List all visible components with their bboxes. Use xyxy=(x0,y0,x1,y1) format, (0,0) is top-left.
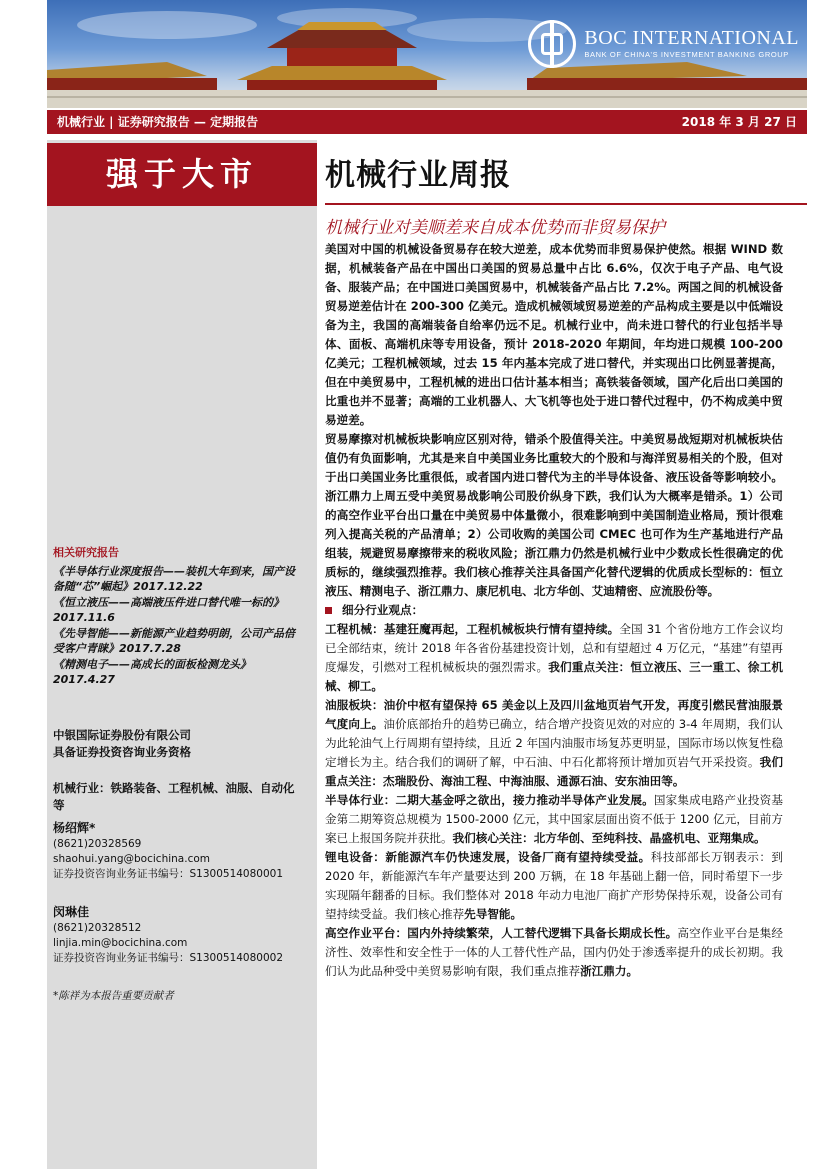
page-title: 机械行业周报 xyxy=(325,158,511,193)
firm-name: 中银国际证券股份有限公司 xyxy=(53,728,191,742)
analyst-email[interactable]: linjia.min@bocichina.com xyxy=(53,937,188,949)
summary-paragraph: 美国对中国的机械设备贸易存在较大逆差，成本优势而非贸易保护使然。根据 WIND 数据，机械装备产品在中国出口美国的贸易总量中占比 6.6%，仅次于电子产品、电气设备、服装产品；在中国进口美国贸易中，机械装备产品占比 7.2%。两国之间的机械设备贸易逆差估计在 200-300 亿美元。造成机械领域贸易逆差的产品构成主要是以中低端设备为主，我国的高端装备自给率仍远不足。机械行业中，尚未进口替代的行业包括半导体、面板、高端机床等专用设备，预计 2018-2020 年期间，年均进口规模 100-200 亿美元；工程机械领域，过去 15 年内基本完成了进口替代，并实现出口比例显著提高，但在中美贸易中，工程机械的进出口估计基本相当；高铁装备领域，国产化后出口美国的比重也并不显著；高端的工业机器人、大飞机等也处于进口替代过程中，仍不构成美中贸易逆差。 xyxy=(325,242,783,427)
section-heading xyxy=(325,601,783,620)
related-report-item: 《先导智能——新能源产业趋势明朗，公司产品倍受客户青睐》2017.7.28 xyxy=(53,626,295,655)
segment-paragraph: 半导体行业：二期大基金呼之欲出，接力推动半导体产业发展。国家集成电路产业投资基金第二期筹资总规模为 1500-2000 亿元，其中国家层面出资不低于 1200 亿元，目前方案已上报国务院并获批。我们核心关注：北方华创、至纯科技、晶盛机电、亚翔集成。 xyxy=(325,793,783,845)
section-heading-label: 细分行业观点： xyxy=(342,603,424,617)
trade-paragraph: 贸易摩擦对机械板块影响应区别对待，错杀个股值得关注。中美贸易战短期对机械板块估值仍有负面影响，尤其是来自中美国业务比重较大的个股和与海洋贸易相关的个股，但对于出口美国业务比重很低，或者国内进口替代为主的半导体设备、液压设备等影响较小。浙江鼎力上周五受中美贸易战影响公司股价纵身下跌，我们认为大概率是错杀。1）公司的高空作业平台出口量在中美贸易中体量微小，很难影响到中美国制造业格局，预计很难列入提高关税的产品清单；2）公司收购的美国公司 CMEC 也可作为生产基地进行产品组装，规避贸易摩擦带来的税收风险；浙江鼎力仍然是机械行业中少数成长性很确定的优质标的，继续强烈推荐。我们核心推荐关注具备国产化替代逻辑的优质成长型标的：恒立液压、精测电子、浙江鼎力、康尼机电、北方华创、艾迪精密、应流股份等。 xyxy=(325,432,783,598)
boc-logo xyxy=(528,20,799,68)
report-date: 2018 年 3 月 27 日 xyxy=(681,115,797,129)
related-report-item: 《恒立液压——高端液压件进口替代唯一标的》2017.11.6 xyxy=(53,595,284,624)
report-category: 机械行业 | 证券研究报告 — 定期报告 xyxy=(57,115,259,129)
rating-badge: 强于大市 xyxy=(47,143,317,206)
analyst-name: 杨绍辉* xyxy=(53,821,96,835)
segment-paragraph: 高空作业平台：国内外持续繁荣，人工替代逻辑下具备长期成长性。高空作业平台是集经济性、效率性和安全性于一体的人工替代性产品，国内仍处于渗透率提升的成长初期。我们认为此品种受中美贸易影响有限，我们重点推荐浙江鼎力。 xyxy=(325,926,783,978)
segment-paragraph: 工程机械：基建狂魔再起，工程机械板块行情有望持续。全国 31 个省份地方工作会议均已全部结束，统计 2018 年各省份基建投资计划，总和有望超过 4 万亿元，“基建”有望再度爆发，引燃对工程机械板块的强烈需求。我们重点关注：恒立液压、三一重工、徐工机械、柳工。 xyxy=(325,622,783,693)
header-banner xyxy=(47,0,807,108)
analyst-phone: (8621)20328569 xyxy=(53,838,142,850)
page-subtitle: 机械行业对美顺差来自成本优势而非贸易保护 xyxy=(325,218,665,238)
analyst-license: 证券投资咨询业务证书编号：S1300514080001 xyxy=(53,868,284,880)
segment-paragraph: 锂电设备：新能源汽车仍快速发展，设备厂商有望持续受益。科技部部长万钢表示：到 2020 年，新能源汽车年产量要达到 200 万辆，在 18 年基础上翻一倍，同时希望下一步实现隔年翻番的目标。我们整体对 2018 年动力电池厂商扩产形势保持乐观，设备公司有望持续受益。我们核心推荐先导智能。 xyxy=(325,850,783,921)
report-info-bar xyxy=(47,110,807,134)
industry-coverage: 机械行业：铁路装备、工程机械、油服、自动化等 xyxy=(53,781,295,812)
contributor-note: *陈祥为本报告重要贡献者 xyxy=(53,990,174,1002)
analyst-name: 闵琳佳 xyxy=(53,905,90,919)
title-divider xyxy=(325,203,807,205)
bullet-square-icon xyxy=(325,607,332,614)
brand-subtitle: BANK OF CHINA'S INVESTMENT BANKING GROUP xyxy=(584,50,789,59)
analyst-email[interactable]: shaohui.yang@bocichina.com xyxy=(53,853,210,865)
related-report-item: 《半导体行业深度报告——装机大年到来，国产设备随“芯”崛起》2017.12.22 xyxy=(53,564,295,593)
boc-logo-icon xyxy=(528,20,576,68)
firm-info xyxy=(53,727,303,761)
brand-name: BOC INTERNATIONAL xyxy=(584,27,799,49)
report-body xyxy=(325,240,783,981)
related-reports-heading: 相关研究报告 xyxy=(53,546,119,559)
analyst-phone: (8621)20328512 xyxy=(53,922,142,934)
related-report-item: 《精测电子——高成长的面板检测龙头》2017.4.27 xyxy=(53,657,251,686)
analyst-license: 证券投资咨询业务证书编号：S1300514080002 xyxy=(53,952,284,964)
related-reports xyxy=(53,545,301,688)
analyst-card xyxy=(53,820,303,882)
analyst-card xyxy=(53,904,303,966)
segment-paragraph: 油服板块：油价中枢有望保持 65 美金以上及四川盆地页岩气开发，再度引燃民营油服景气度向上。油价底部抬升的趋势已确立，结合增产投资见效的对应的 3-4 年周期，我们认为此轮油气上行周期有望持续，且近 2 年国内油服市场复苏更明显，国际市场以恢复性稳定增长为主。结合我们的调研了解，中石油、中石化都将预计增加页岩气开采投资。我们重点关注：杰瑞股份、海油工程、中海油服、通源石油、安东油田等。 xyxy=(325,698,783,788)
firm-qualification: 具备证券投资咨询业务资格 xyxy=(53,745,191,759)
